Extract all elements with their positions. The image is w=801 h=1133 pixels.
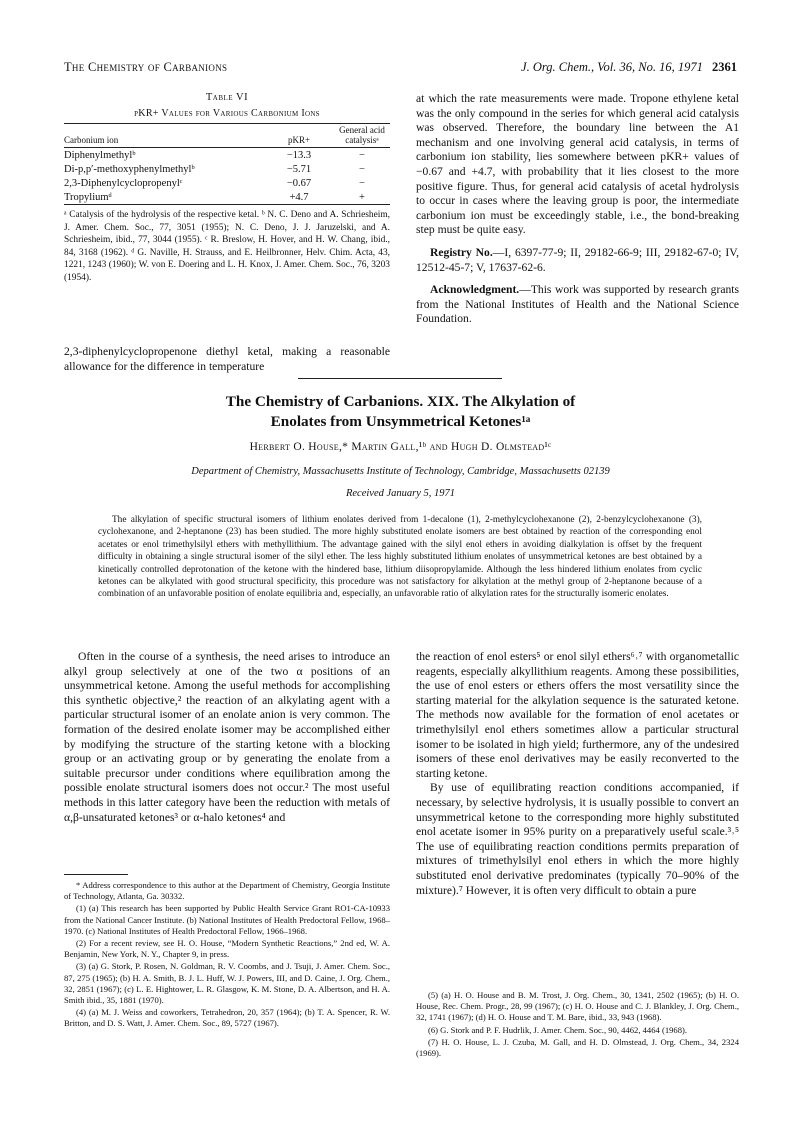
cell-ion: Diphenylmethylᵇ <box>64 149 136 161</box>
footnotes-left <box>64 874 390 1031</box>
cell-catalysis: + <box>334 190 390 205</box>
cell-catalysis: − <box>359 177 365 189</box>
paragraph: 2,3-diphenylcyclopropenone diethyl ketal, making a reasonable allowance for the difference in temperature <box>64 345 390 373</box>
footnote: (5) (a) H. O. House and B. M. Trost, J. Org. Chem., 30, 1341, 2502 (1965); (b) H. O. House, Rec. Chem. Progr., 28, 99 (1967); (c) H. O. House and C. J. Blankley, J. Org. Chem., 32, 1741 (1967); (d) H. O. House and T. M. Bare, ibid., 33, 943 (1968). <box>416 990 739 1023</box>
registry-label: Registry No. <box>430 245 493 259</box>
cell-catalysis: − <box>359 149 365 161</box>
title-line: Enolates from Unsymmetrical Ketones¹ᵃ <box>270 413 531 430</box>
received-date: Received January 5, 1971 <box>345 488 456 499</box>
article-title <box>64 392 737 432</box>
footnote: * Address correspondence to this author at the Department of Chemistry, Georgia Institute of Technology, Atlanta, Ga. 30332. <box>64 880 390 902</box>
col-header-pkr: pKR+ <box>264 124 334 148</box>
footnote: (1) (a) This research has been supported by Public Health Service Grant RO1-CA-10933 from the National Cancer Institute. (b) National Institutes of Health Predoctoral Fellow, 1968–1970. (c) National Institutes of Health Predoctoral Fellow, 1966–1968. <box>64 903 390 936</box>
cell-pkr: −13.3 <box>286 149 312 161</box>
body-right-column <box>416 650 739 898</box>
paragraph: Often in the course of a synthesis, the need arises to introduce an alkyl group selectively at one of the two α positions of an unsymmetrical ketone. Among the useful methods for accomplishing this synthetic objective,² the reaction of an alkylating agent with a particular structural isomer of an enolate anion is very common. The formation of the desired enolate isomer may be accomplished either by modifying the structure of the starting ketone with a blocking group or an activating group or by generating the enolate from a suitable precursor under conditions where equilibration among the possible enolate structural isomers does not occur.² The most useful methods in this latter category have been the reduction with metals of α,β-unsaturated ketones³ or α-halo ketones⁴ and <box>64 650 390 824</box>
cell-pkr: +4.7 <box>264 190 334 205</box>
right-column-top <box>416 92 739 327</box>
cell-ion: 2,3-Diphenylcyclopropenylᶜ <box>64 177 183 189</box>
col-header-catalysis: General acid catalysisᵃ <box>334 124 390 148</box>
table-row <box>64 176 390 190</box>
journal-citation: J. Org. Chem., Vol. 36, No. 16, 1971 <box>521 60 703 74</box>
running-head <box>64 60 737 80</box>
running-head-citation <box>521 60 737 75</box>
authors: Herbert O. House,* Martin Gall,¹ᵇ and Hugh D. Olmstead¹ᶜ <box>249 441 552 453</box>
paragraph: at which the rate measurements were made. Tropone ethylene ketal was the only compound in the series for which general acid catalysis was observed. Therefore, the boundary line between the A1 mechanism and one involving general acid catalysis, in terms of carbonium ion stability, lies somewhere between pKR+ values of −0.67 and +4.7, with probability that it lies closest to the more positive figure. Thus, for general acid catalysis of acetal hydrolysis to occur in cases where the leaving group is poor, the intermediate carbonium ion must be exceedingly stable, i.e., the bond-breaking step must be quite easy. <box>416 92 739 237</box>
table-block <box>64 92 390 285</box>
footnote: (4) (a) M. J. Weiss and coworkers, Tetrahedron, 20, 357 (1964); (b) T. A. Spencer, R. W. Britton, and D. S. Watt, J. Amer. Chem. Soc., 89, 5727 (1967). <box>64 1007 390 1029</box>
acknowledgment-text: —This work was supported by research grants from the National Institutes of Health and the National Science Foundation. <box>416 283 739 326</box>
table-row <box>64 148 390 163</box>
cell-ion: Tropyliumᵈ <box>64 190 264 205</box>
cell-catalysis: − <box>359 163 365 175</box>
footnote: (2) For a recent review, see H. O. House, “Modern Synthetic Reactions,” 2nd ed, W. A. Benjamin, New York, N. Y., Chapter 9, in press. <box>64 938 390 960</box>
table-row <box>64 190 390 205</box>
abstract: The alkylation of specific structural isomers of lithium enolates derived from 1-decalone (1), 2-methylcyclohexanone (2), 2-benzylcyclohexanone (3), cyclohexanone, and 2-heptanone (23) has been studied. The more highly substituted enolate isomers are best obtained by reaction of the corresponding enol acetates or enol trimethylsilyl ethers with methyllithium. The advantage gained with the silyl enol ethers in avoiding dialkylation is offset by the frequent difficulty in obtaining a single structural isomer of the silyl ether. The less highly substituted lithium enolates of unsymmetrical ketones are best obtained by a kinetically controlled deprotonation of the ketone with the hindered base, lithium diisopropylamide. Although the less hindered lithium enolates from cyclic ketones can be alkylated with good structural specificity, this procedure was not satisfactory for alkylation at the methyl group of 2-heptanone because of a combination of an unfavorable position of enolate equilibria and, especially, an unfavorable ratio of alkylation rates for the structurally isomeric enolates. <box>98 515 702 600</box>
table-title: Table VI <box>205 92 249 103</box>
footnote: (7) H. O. House, L. J. Czuba, M. Gall, and H. D. Olmstead, J. Org. Chem., 34, 2324 (1969). <box>416 1036 739 1059</box>
affiliation: Department of Chemistry, Massachusetts Institute of Technology, Cambridge, Massachusetts 02139 <box>191 466 610 477</box>
article-divider <box>298 378 502 379</box>
footnotes-right <box>416 990 739 1060</box>
paragraph: the reaction of enol esters⁵ or enol silyl ethers⁶˒⁷ with organometallic reagents, especially alkyllithium reagents. Among these possibilities, the use of enol esters or ethers offers the most versatility since the starting material for the alkylation sequence is the saturated ketone. The methods now available for the formation of enol acetates or trimethylsilyl enol ethers sometimes allow a particular structural isomer to be isolated in high yield; furthermore, any of the undesired isomers of these enol derivatives may be easily reconverted to the starting ketone. <box>416 650 739 780</box>
registry-text: —I, 6397-77-9; II, 29182-66-9; III, 29182-67-0; IV, 12512-45-7; V, 17637-62-6. <box>416 245 740 274</box>
pkr-table <box>64 123 390 205</box>
table-footnotes: ᵃ Catalysis of the hydrolysis of the respective ketal. ᵇ N. C. Deno and A. Schriesheim, J. Amer. Chem. Soc., 77, 3051 (1955); N. C. Deno, J. J. Jaruzelski, and A. Schriesheim, ibid., 77, 3044 (1955). ᶜ R. Breslow, H. Hover, and H. W. Chang, ibid., 84, 3168 (1962). ᵈ G. Naville, H. Strauss, and E. Heilbronner, Helv. Chim. Acta, 43, 1221, 1243 (1960); W. von E. Doering and L. H. Knox, J. Amer. Chem. Soc., 76, 3203 (1954). <box>64 210 390 283</box>
cell-pkr: −0.67 <box>286 177 312 189</box>
table-header-row <box>64 124 390 148</box>
table-row <box>64 162 390 176</box>
left-column-continuation <box>64 345 390 374</box>
acknowledgment-label: Acknowledgment. <box>430 283 520 297</box>
col-header-ion: Carbonium ion <box>64 124 264 148</box>
paragraph: By use of equilibrating reaction conditions accompanied, if necessary, by selective hydrolysis, it is usually possible to convert an unsymmetrical ketone to the corresponding more highly substituted enol acetate isomer in 95% purity on a preparatively useful scale.³˒⁵ The use of equilibrating reaction conditions permits preparation of mixtures of trimethylsilyl enol ethers in which the more highly substituted enol derivative predominates (typically 70–90% of the mixture).⁷ However, it is often very difficult to obtain a pure <box>416 781 739 897</box>
cell-pkr: −5.71 <box>286 163 312 175</box>
footnote-rule <box>64 874 128 875</box>
body-left-column <box>64 650 390 825</box>
footnote: (6) G. Stork and P. F. Hudrlik, J. Amer. Chem. Soc., 90, 4462, 4464 (1968). <box>428 1024 688 1035</box>
table-caption: pKR+ Values for Various Carbonium Ions <box>134 108 320 119</box>
title-line: The Chemistry of Carbanions. XIX. The Alkylation of <box>225 393 576 410</box>
cell-ion: Di-p,p′-methoxyphenylmethylᵇ <box>64 163 195 175</box>
running-head-title: The Chemistry of Carbanions <box>64 60 228 74</box>
page-number: 2361 <box>712 60 737 74</box>
registry-numbers <box>416 246 739 275</box>
footnote: (3) (a) G. Stork, P. Rosen, N. Goldman, R. V. Coombs, and J. Tsuji, J. Amer. Chem. Soc., 87, 275 (1965); (b) H. A. Smith, B. J. L. Huff, W. J. Powers, III, and D. Caine, J. Org. Chem., 32, 2851 (1967); (c) L. E. Hightower, L. R. Glasgow, K. M. Stone, D. A. Albertson, and H. A. Smith ibid., 35, 1881 (1970). <box>64 961 390 1006</box>
acknowledgment <box>416 283 739 327</box>
